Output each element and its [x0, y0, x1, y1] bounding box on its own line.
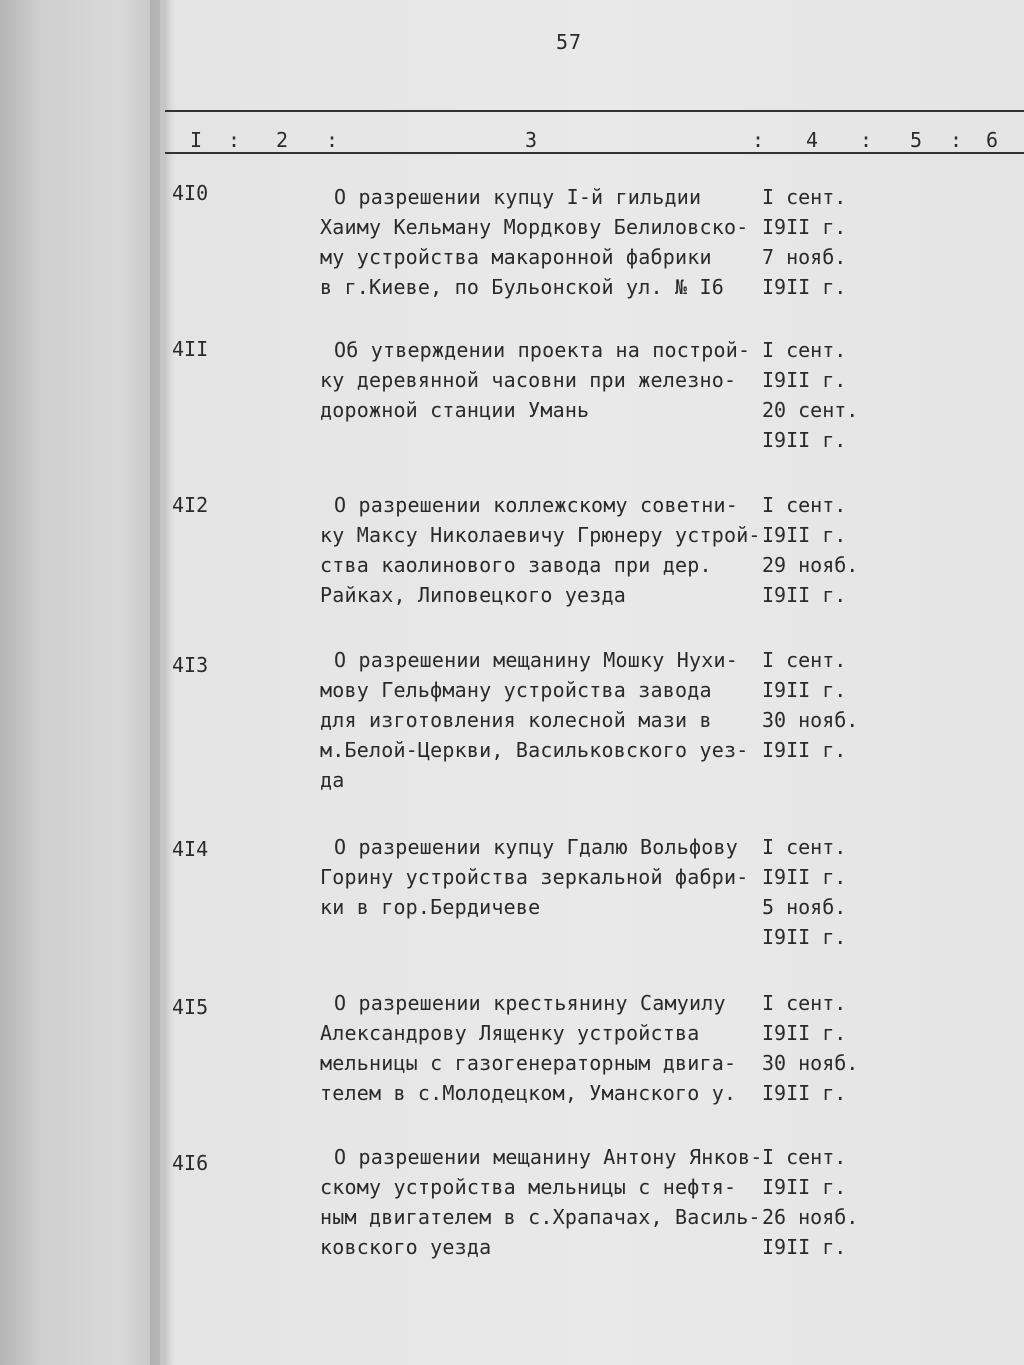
row-dates	[762, 182, 882, 302]
description-line: ку деревянной часовни при железно-	[320, 368, 737, 392]
row-dates	[762, 490, 882, 610]
row-dates	[762, 645, 882, 765]
date-line: I9II г.	[762, 1081, 847, 1105]
description-line: скому устройства мельницы с нефтя-	[320, 1175, 737, 1199]
description-line: да	[320, 768, 345, 792]
description-line: ку Максу Николаевичу Грюнеру устрой-	[320, 523, 761, 547]
description-line: ки в гор.Бердичеве	[320, 895, 541, 919]
date-line: 26 нояб.	[762, 1205, 859, 1229]
description-line: в г.Киеве, по Бульонской ул. № I6	[320, 275, 724, 299]
date-line: I сент.	[762, 493, 847, 517]
date-line: I сент.	[762, 1145, 847, 1169]
header-rule-bottom	[165, 152, 1024, 154]
header-col-6: 6	[986, 128, 999, 152]
row-description	[320, 988, 760, 1108]
date-line: I9II г.	[762, 275, 847, 299]
row-number: 4I2	[172, 493, 209, 517]
date-line: 30 нояб.	[762, 708, 859, 732]
description-line: О разрешении крестьянину Самуилу	[334, 991, 726, 1015]
description-line: мельницы с газогенераторным двига-	[320, 1051, 737, 1075]
row-dates	[762, 988, 882, 1108]
date-line: I9II г.	[762, 738, 847, 762]
date-line: I сент.	[762, 338, 847, 362]
date-line: I9II г.	[762, 1175, 847, 1199]
row-number: 4I4	[172, 837, 209, 861]
row-dates	[762, 335, 882, 455]
date-line: I сент.	[762, 648, 847, 672]
row-description	[320, 1142, 763, 1262]
date-line: I9II г.	[762, 925, 847, 949]
date-line: I9II г.	[762, 1021, 847, 1045]
date-line: I9II г.	[762, 583, 847, 607]
date-line: 5 нояб.	[762, 895, 847, 919]
description-line: Хаиму Кельману Мордкову Белиловско-	[320, 215, 749, 239]
header-col-3: 3	[525, 128, 538, 152]
date-line: I9II г.	[762, 215, 847, 239]
header-separator: :	[326, 128, 339, 152]
header-separator: :	[860, 128, 873, 152]
date-line: I9II г.	[762, 678, 847, 702]
row-number: 4I3	[172, 653, 209, 677]
description-line: О разрешении мещанину Антону Янков-	[334, 1145, 763, 1169]
row-description	[320, 182, 760, 302]
header-separator: :	[950, 128, 963, 152]
header-separator: :	[228, 128, 241, 152]
page-gutter-shadow	[150, 0, 172, 1365]
date-line: 7 нояб.	[762, 245, 847, 269]
description-line: О разрешении купцу I-й гильдии	[334, 185, 702, 209]
date-line: 30 нояб.	[762, 1051, 859, 1075]
description-line: ства каолинового завода при дер.	[320, 553, 712, 577]
description-line: О разрешении купцу Гдалю Вольфову	[334, 835, 738, 859]
page-number: 57	[556, 30, 583, 54]
row-number: 4I6	[172, 1151, 209, 1175]
description-line: Об утверждении проекта на построй-	[334, 338, 751, 362]
date-line: I9II г.	[762, 523, 847, 547]
row-description	[320, 645, 760, 795]
date-line: I сент.	[762, 835, 847, 859]
header-separator: :	[752, 128, 765, 152]
header-col-1: I	[190, 128, 203, 152]
row-dates	[762, 1142, 882, 1262]
header-col-4: 4	[806, 128, 819, 152]
description-line: дорожной станции Умань	[320, 398, 590, 422]
description-line: ным двигателем в с.Храпачах, Василь-	[320, 1205, 761, 1229]
description-line: мову Гельфману устройства завода	[320, 678, 712, 702]
date-line: I9II г.	[762, 368, 847, 392]
date-line: I сент.	[762, 185, 847, 209]
row-description	[320, 335, 760, 425]
date-line: 20 сент.	[762, 398, 859, 422]
description-line: м.Белой-Церкви, Васильковского уез-	[320, 738, 749, 762]
description-line: О разрешении коллежскому советни-	[334, 493, 738, 517]
description-line: О разрешении мещанину Мошку Нухи-	[334, 648, 738, 672]
description-line: Александрову Лященку устройства	[320, 1021, 700, 1045]
row-number: 4II	[172, 337, 209, 361]
description-line: му устройства макаронной фабрики	[320, 245, 712, 269]
date-line: 29 нояб.	[762, 553, 859, 577]
description-line: телем в с.Молодецком, Уманского у.	[320, 1081, 737, 1105]
row-number: 4I0	[172, 181, 209, 205]
row-dates	[762, 832, 882, 952]
header-col-5: 5	[910, 128, 923, 152]
header-col-2: 2	[276, 128, 289, 152]
row-number: 4I5	[172, 995, 209, 1019]
facing-page	[0, 0, 160, 1365]
header-rule-top	[165, 110, 1024, 112]
description-line: Горину устройства зеркальной фабри-	[320, 865, 749, 889]
date-line: I9II г.	[762, 428, 847, 452]
date-line: I сент.	[762, 991, 847, 1015]
description-line: Райках, Липовецкого уезда	[320, 583, 627, 607]
description-line: ковского уезда	[320, 1235, 492, 1259]
row-description	[320, 832, 760, 922]
row-description	[320, 490, 760, 610]
date-line: I9II г.	[762, 865, 847, 889]
date-line: I9II г.	[762, 1235, 847, 1259]
description-line: для изготовления колесной мази в	[320, 708, 712, 732]
